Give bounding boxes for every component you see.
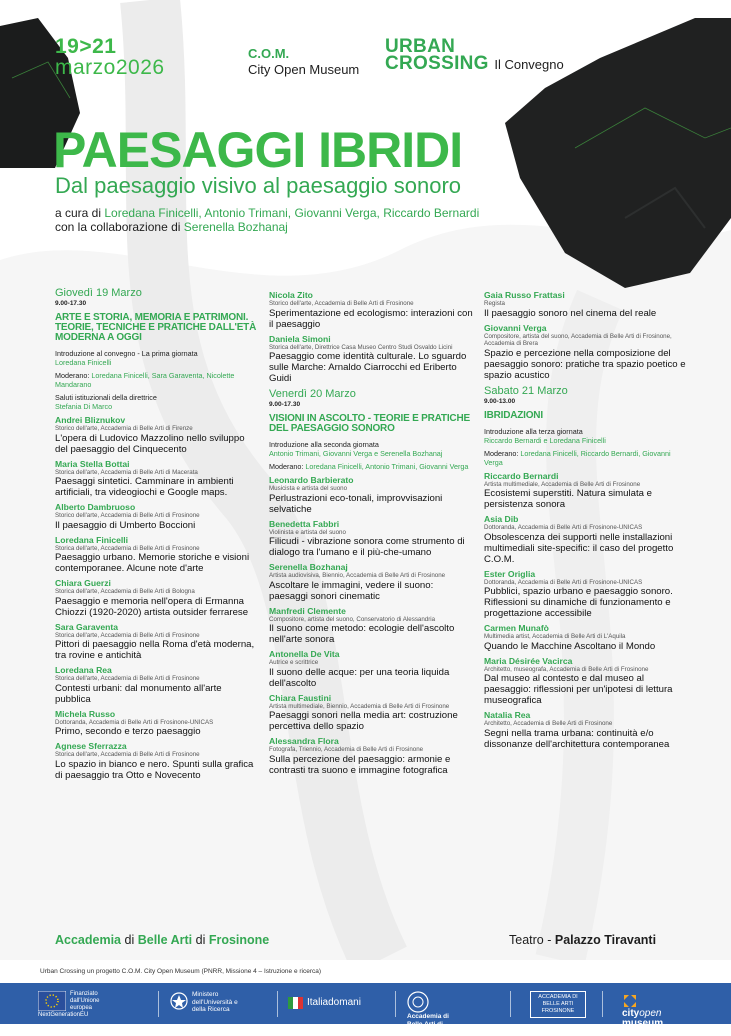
speaker-affiliation: Multimedia artist, Accademia di Belle Arti di L'Aquila (484, 633, 626, 640)
carrara-logo: Accademia di Belle Arti di Carrara (407, 991, 462, 1036)
talk-title: Paesaggi sonori nella media art: costruzione percettiva dello spazio (269, 710, 458, 732)
session-title: VISIONI IN ASCOLTO - TEORIE E PRATICHE DEL PAESAGGIO SONORO (269, 413, 470, 434)
talk-title: Perlustrazioni eco-tonali, improvvisazioni selvatiche (269, 492, 443, 515)
day-time: 9.00-13.00 (484, 397, 516, 405)
eu-logo: Finanziato dall'Unione europea NextGenerationEU (38, 991, 100, 1018)
talk-title: Lo spazio in bianco e nero. Spunti sulla grafica di paesaggio tra Otto e Novecento (55, 758, 254, 781)
page-title: PAESAGGI IBRIDI (53, 122, 463, 178)
speaker-affiliation: Storico dell'arte, Accademia di Belle Arti di Frosinone (269, 300, 414, 307)
com-header: C.O.M. City Open Museum (248, 46, 360, 77)
day-heading: Sabato 21 Marzo (484, 384, 568, 397)
talk-title: Pubblici, spazio urbano e paesaggio sonoro. Riflessioni su dinamiche di funzionamento e progettazione accessibile (484, 586, 673, 619)
speaker-affiliation: Regista (484, 300, 505, 307)
talk-entry (269, 334, 474, 385)
talk-title: L'opera di Ludovico Mazzolino nello sviluppo del paesaggio del Cinquecento (55, 432, 245, 455)
italiadomani-icon (288, 995, 304, 1011)
speaker-affiliation: Storico dell'arte, Accademia di Belle Arti di Frosinone (55, 512, 200, 519)
column-day3 (484, 287, 689, 754)
speaker-affiliation: Dottoranda, Accademia di Belle Arti di Frosinone-UNICAS (55, 718, 214, 726)
speaker-affiliation: Dottoranda, Accademia di Belle Arti di Frosinone-UNICAS (484, 524, 643, 531)
session-title: ARTE E STORIA, MEMORIA E PATRIMONI. TEORIE, TECNICHE E PRATICHE DALL'ETÀ MODERNA A OGGI (55, 312, 257, 343)
talk-entry (269, 475, 474, 515)
speaker-name: Chiara Faustini (269, 692, 332, 703)
accademia-name: Accademia di Belle Arti di Frosinone (55, 933, 270, 947)
day-heading: Venerdì 20 Marzo (269, 388, 356, 400)
talk-entry (269, 519, 474, 559)
speaker-name: Loredana Rea (55, 665, 112, 675)
speaker-name: Andrei Bliznukov (55, 415, 126, 425)
speaker-name: Asia Dib (484, 514, 519, 524)
speaker-affiliation: Fotografa, Triennio, Accademia di Belle Arti di Frosinone (269, 746, 424, 753)
greetings: Saluti istituzionali della direttrice Stefania Di Marco (55, 393, 157, 411)
speaker-name: Agnese Sferrazza (55, 741, 127, 751)
talk-entry (55, 741, 260, 781)
footnote: Urban Crossing un progetto C.O.M. City Open Museum (PNRR, Missione 4 – Istruzione e ricerca) (40, 968, 322, 975)
speaker-name: Alberto Dambruoso (55, 502, 136, 512)
talk-entry (55, 535, 260, 575)
speaker-affiliation: Storica dell'arte, Accademia di Belle Arti di Frosinone (55, 675, 200, 682)
talk-title: Il paesaggio di Umberto Boccioni (55, 519, 196, 531)
talk-entry (484, 323, 689, 381)
speaker-name: Carmen Munafò (484, 623, 549, 633)
speaker-name: Ester Origlia (484, 568, 536, 579)
column-day1 (55, 287, 260, 785)
talk-entry (55, 709, 260, 738)
urban-crossing-header: URBAN CROSSING Il Convegno (385, 36, 564, 74)
talk-title: Paesaggio e memoria nell'opera di Ermanna Chiozzi (1920-2020) artista outsider ferrarese (55, 595, 249, 618)
talk-title: Pittori di paesaggio nella Roma d'età moderna, tra rovine e antichità (55, 639, 255, 661)
talk-entry (484, 569, 689, 620)
talk-title: Il paesaggio sonoro nel cinema del reale (484, 307, 657, 319)
speaker-name: Antonella De Vita (269, 649, 340, 659)
intro: Introduzione alla seconda giornata Antonio Trimani, Giovanni Verga e Serenella Bozhanaj (269, 440, 443, 458)
talk-entry (269, 606, 474, 646)
talk-title: Primo, secondo e terzo paesaggio (55, 726, 201, 737)
speaker-name: Alessandra Flora (269, 736, 339, 746)
event-dates: 19>21 marzo2026 (55, 35, 165, 79)
talk-title: Obsolescenza dei supporti nelle installazioni multimediali site-specific: il caso del progetto C.O.M. (484, 531, 674, 565)
talk-title: Il suono come metodo: ecologie dell'ascolto nell'arte sonora (269, 623, 455, 645)
cityopenmuseum-logo: cityopen museum (622, 993, 663, 1029)
speaker-name: Loredana Finicelli (55, 534, 129, 545)
intro: Introduzione alla terza giornata Riccardo Bernardi e Loredana Finicelli (484, 426, 606, 445)
speaker-name: Michela Russo (55, 708, 116, 719)
credits: a cura di Loredana Finicelli, Antonio Trimani, Giovanni Verga, Riccardo Bernardi con la collaborazione di Serenella Bozhanaj (55, 206, 480, 234)
moderators: Moderano: Loredana Finicelli, Antonio Trimani, Giovanni Verga (269, 462, 469, 471)
speaker-name: Nicola Zito (269, 290, 313, 300)
speaker-name: Maria Désirée Vacirca (484, 655, 573, 666)
talk-entry (55, 578, 260, 618)
speaker-name: Gaia Russo Frattasi (484, 290, 565, 300)
talk-entry (269, 649, 474, 689)
speaker-name: Riccardo Bernardi (484, 470, 559, 481)
speaker-name: Leonardo Barbierato (269, 475, 354, 485)
speaker-name: Sara Garaventa (55, 621, 119, 632)
mur-logo: Ministero dell'Università e della Ricerca (170, 991, 240, 1014)
talk-title: Sperimentazione ed ecologismo: interazioni con il paesaggio (269, 307, 473, 330)
emblem-icon (170, 991, 188, 1011)
speaker-affiliation: Storica dell'arte, Direttrice Casa Museo Centro Studi Osvaldo Licini (269, 343, 453, 351)
speaker-affiliation: Storica dell'arte, Accademia di Belle Arti di Frosinone (55, 751, 200, 758)
speaker-affiliation: Architetto, museografa, Accademia di Belle Arti di Frosinone (484, 665, 649, 673)
talk-title: Quando le Macchine Ascoltano il Mondo (484, 640, 656, 652)
speaker-affiliation: Artista multimediale, Accademia di Belle Arti di Frosinone (484, 480, 641, 488)
talk-entry (55, 415, 260, 455)
talk-entry (55, 459, 260, 499)
speaker-affiliation: Violinista e artista del suono (269, 528, 346, 536)
talk-title: Dal museo al contesto e dal museo al paesaggio: riflessioni per un'ipotesi di lettura museografica (484, 673, 673, 706)
speaker-name: Serenella Bozhanaj (269, 562, 348, 572)
talk-entry (484, 623, 689, 652)
speaker-affiliation: Storica dell'arte, Accademia di Belle Arti di Macerata (55, 468, 198, 476)
talk-entry (55, 665, 260, 705)
talk-entry (55, 502, 260, 531)
speaker-affiliation: Dottoranda, Accademia di Belle Arti di Frosinone-UNICAS (484, 578, 643, 586)
talk-title: Paesaggi sintetici. Camminare in ambienti artificiali, tra videogiochi e Google maps. (55, 476, 234, 498)
talk-entry (484, 471, 689, 511)
day-time: 9.00-17.30 (269, 401, 301, 408)
talk-title: Ecosistemi superstiti. Natura simulata e persistenza sonora (484, 488, 652, 510)
speaker-affiliation: Storica dell'arte, Accademia di Belle Arti di Frosinone (55, 544, 200, 552)
speaker-affiliation: Storica dell'arte, Accademia di Belle Arti di Bologna (55, 588, 195, 595)
speaker-affiliation: Architetto, Accademia di Belle Arti di Frosinone (484, 720, 613, 727)
venue: Teatro - Palazzo Tiravanti (509, 933, 657, 947)
talk-entry (484, 290, 689, 319)
speaker-affiliation: Compositore, artista del suono, Accademia di Belle Arti di Frosinone, Accademia di Brera (484, 332, 672, 347)
speaker-affiliation: Autrice e scrittrice (269, 659, 319, 666)
talk-title: Segni nella trama urbana: continuità e/o dissonanze dell'architettura contemporanea (484, 727, 670, 750)
moderators: Moderano: Loredana Finicelli, Riccardo Bernardi, Giovanni Verga (484, 448, 671, 467)
talk-entry (484, 710, 689, 750)
talk-entry (484, 514, 689, 565)
speaker-affiliation: Musicista e artista del suono (269, 485, 348, 492)
speaker-name: Chiara Guerzi (55, 578, 111, 588)
talk-title: Paesaggio come identità culturale. Lo sguardo sulle Marche: Arnaldo Ciarrocchi ed Eriberto Guidi (269, 351, 467, 384)
frosinone-logo: ACCADEMIA DI BELLE ARTI FROSINONE (530, 991, 586, 1018)
eu-flag-icon (38, 991, 66, 1011)
speaker-affiliation: Storico dell'arte, Accademia di Belle Arti di Firenze (55, 425, 193, 432)
day-time: 9.00-17.30 (55, 300, 87, 307)
footer-logos (0, 983, 731, 1035)
talk-entry (269, 693, 474, 733)
talk-title: Contesti urbani: dal monumento all'arte pubblica (55, 682, 222, 705)
talk-title: Paesaggio urbano. Memorie storiche e visioni contemporanee. Alcune note d'arte (55, 552, 250, 574)
com-mark-icon (622, 993, 638, 1009)
speaker-name: Maria Stella Bottai (55, 458, 130, 469)
talk-title: Sulla percezione del paesaggio: armonie e contrasti tra suono e immagine fotografica (269, 753, 451, 776)
talk-title: Filicudi - vibrazione sonora come strumento di dialogo tra l'umano e il più-che-umano (269, 536, 465, 558)
speaker-name: Natalia Rea (484, 710, 531, 720)
talk-title: Spazio e percezione nella composizione del paesaggio sonoro: pratiche tra spazio poetico e spazio acustico (484, 347, 686, 381)
speaker-affiliation: Artista audiovisiva, Biennio, Accademia di Belle Arti di Frosinone (269, 572, 446, 579)
page-subtitle: Dal paesaggio visivo al paesaggio sonoro (55, 173, 462, 198)
italiadomani-logo: Italiadomani (288, 995, 361, 1011)
talk-entry (269, 290, 474, 330)
talk-title: Il suono delle acque: per una teoria liquida dell'ascolto (269, 666, 450, 689)
day-heading: Giovedì 19 Marzo (55, 287, 142, 299)
carrara-emblem-icon (407, 991, 429, 1013)
talk-entry (269, 562, 474, 602)
speaker-affiliation: Artista multimediale, Biennio, Accademia di Belle Arti di Frosinone (269, 702, 450, 710)
speaker-affiliation: Storica dell'arte, Accademia di Belle Arti di Frosinone (55, 631, 200, 639)
talk-entry (484, 656, 689, 707)
talk-entry (269, 736, 474, 776)
session-title: IBRIDAZIONI (484, 409, 543, 421)
moderators: Moderano: Loredana Finicelli, Sara Garaventa, Nicolette Mandarano (55, 371, 235, 389)
speaker-name: Giovanni Verga (484, 322, 547, 333)
speaker-name: Benedetta Fabbri (269, 518, 340, 529)
talk-title: Ascoltare le immagini, vedere il suono: paesaggi sonori cinematic (269, 579, 434, 602)
column-day2 (269, 287, 474, 780)
talk-entry (55, 622, 260, 662)
speaker-name: Manfredi Clemente (269, 605, 346, 616)
speaker-affiliation: Compositore, artista del suono, Conservatorio di Alessandria (269, 615, 436, 623)
intro: Introduzione al convegno - La prima giornata Loredana Finicelli (55, 349, 198, 367)
speaker-name: Daniela Simoni (269, 333, 331, 344)
